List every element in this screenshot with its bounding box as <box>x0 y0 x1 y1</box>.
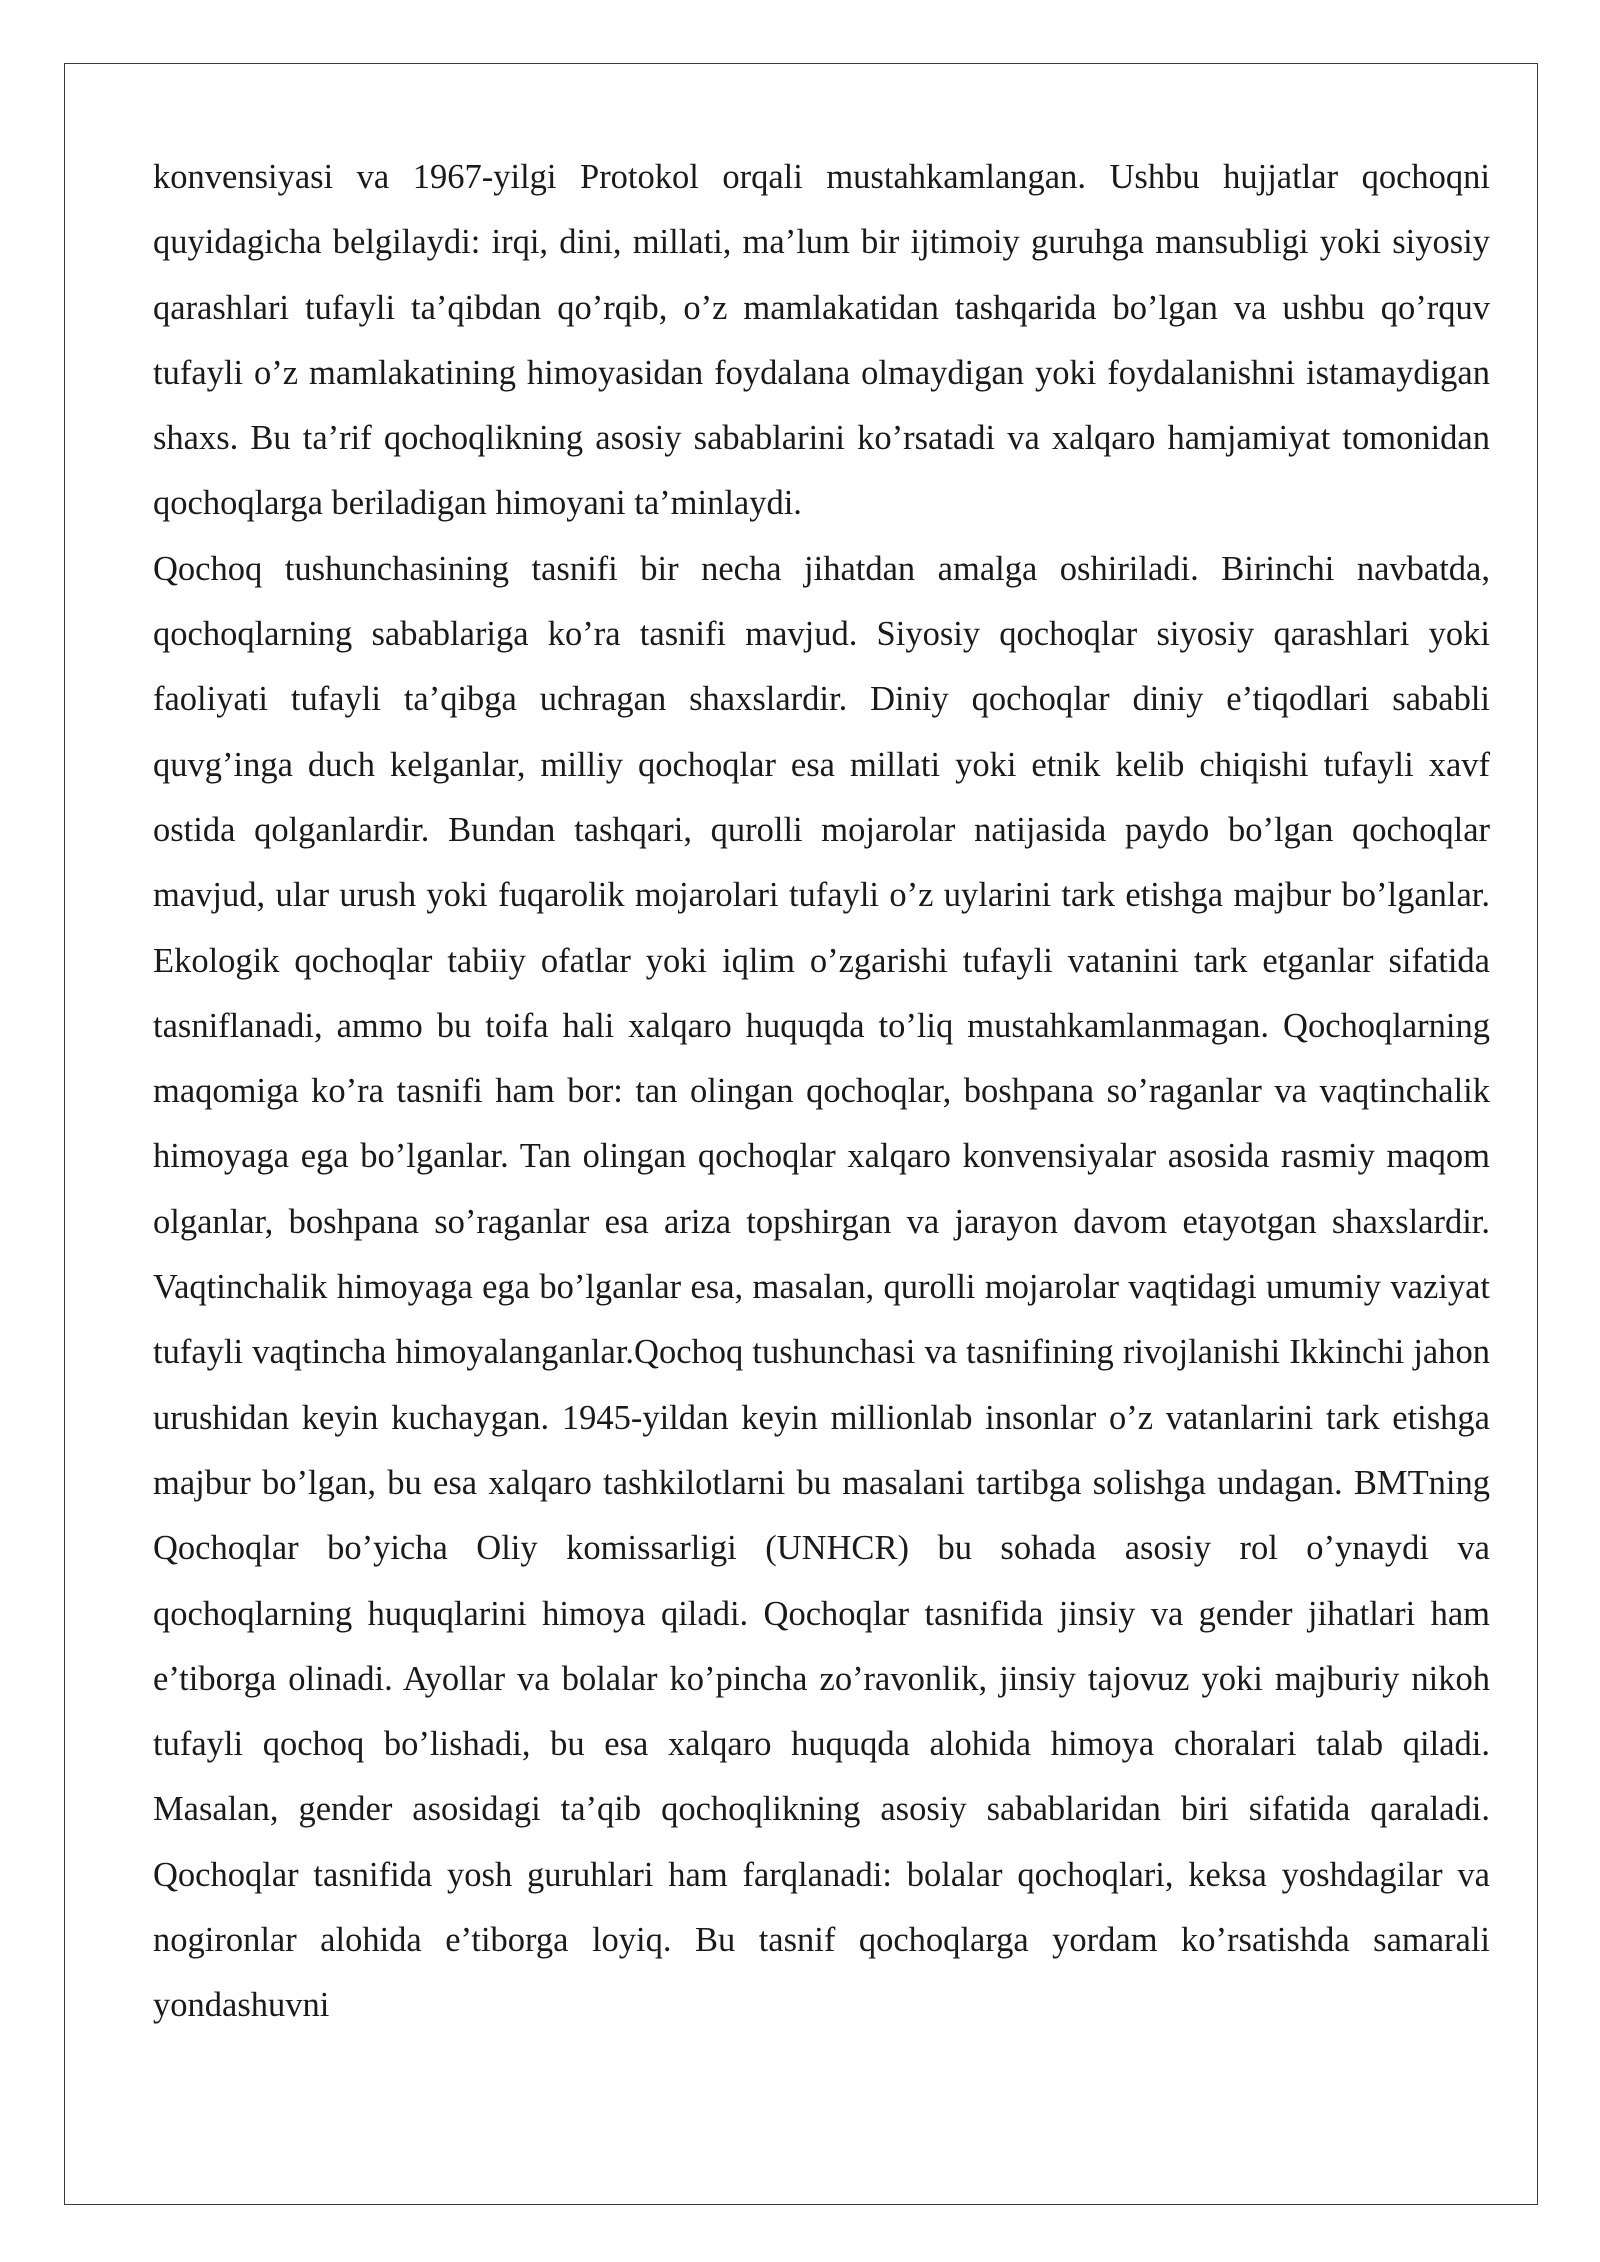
document-body <box>153 145 1490 2039</box>
paragraph-2: Qochoq tushunchasining tasnifi bir necha jihatdan amalga oshiriladi. Birinchi navbatda, qochoqlarning sabablariga ko’ra tasnifi mavjud. Siyosiy qochoqlar siyosiy qarashlari yoki faoliyati tufayli ta’qibga uchragan shaxslardir. Diniy qochoqlar diniy e’tiqodlari sababli quvg’inga duch kelganlar, milliy qochoqlar esa millati yoki etnik kelib chiqishi tufayli xavf ostida qolganlardir. Bundan tashqari, qurolli mojarolar natijasida paydo bo’lgan qochoqlar mavjud, ular urush yoki fuqarolik mojarolari tufayli o’z uylarini tark etishga majbur bo’lganlar. Ekologik qochoqlar tabiiy ofatlar yoki iqlim o’zgarishi tufayli vatanini tark etganlar sifatida tasniflanadi, ammo bu toifa hali xalqaro huquqda to’liq mustahkamlanmagan. Qochoqlarning maqomiga ko’ra tasnifi ham bor: tan olingan qochoqlar, boshpana so’raganlar va vaqtinchalik himoyaga ega bo’lganlar. Tan olingan qochoqlar xalqaro konvensiyalar asosida rasmiy maqom olganlar, boshpana so’raganlar esa ariza topshirgan va jarayon davom etayotgan shaxslardir. Vaqtinchalik himoyaga ega bo’lganlar esa, masalan, qurolli mojarolar vaqtidagi umumiy vaziyat tufayli vaqtincha himoyalanganlar.Qochoq tushunchasi va tasnifining rivojlanishi Ikkinchi jahon urushidan keyin kuchaygan. 1945-yildan keyin millionlab insonlar o’z vatanlarini tark etishga majbur bo’lgan, bu esa xalqaro tashkilotlarni bu masalani tartibga solishga undagan. BMTning Qochoqlar bo’yicha Oliy komissarligi (UNHCR) bu sohada asosiy rol o’ynaydi va qochoqlarning huquqlarini himoya qiladi. Qochoqlar tasnifida jinsiy va gender jihatlari ham e’tiborga olinadi. Ayollar va bolalar ko’pincha zo’ravonlik, jinsiy tajovuz yoki majburiy nikoh tufayli qochoq bo’lishadi, bu esa xalqaro huquqda alohida himoya choralari talab qiladi. Masalan, gender asosidagi ta’qib qochoqlikning asosiy sabablaridan biri sifatida qaraladi. Qochoqlar tasnifida yosh guruhlari ham farqlanadi: bolalar qochoqlari, keksa yoshdagilar va nogironlar alohida e’tiborga loyiq. Bu tasnif qochoqlarga yordam ko’rsatishda samarali yondashuvni <box>153 549 1490 2025</box>
paragraph-1: konvensiyasi va 1967-yilgi Protokol orqali mustahkamlangan. Ushbu hujjatlar qochoqni quyidagicha belgilaydi: irqi, dini, millati, ma’lum bir ijtimoiy guruhga mansubligi yoki siyosiy qarashlari tufayli ta’qibdan qo’rqib, o’z mamlakatidan tashqarida bo’lgan va ushbu qo’rquv tufayli o’z mamlakatining himoyasidan foydalana olmaydigan yoki foydalanishni istamaydigan shaxs. Bu ta’rif qochoqlikning asosiy sabablarini ko’rsatadi va xalqaro hamjamiyat tomonidan qochoqlarga beriladigan himoyani ta’minlaydi. <box>153 158 1490 523</box>
